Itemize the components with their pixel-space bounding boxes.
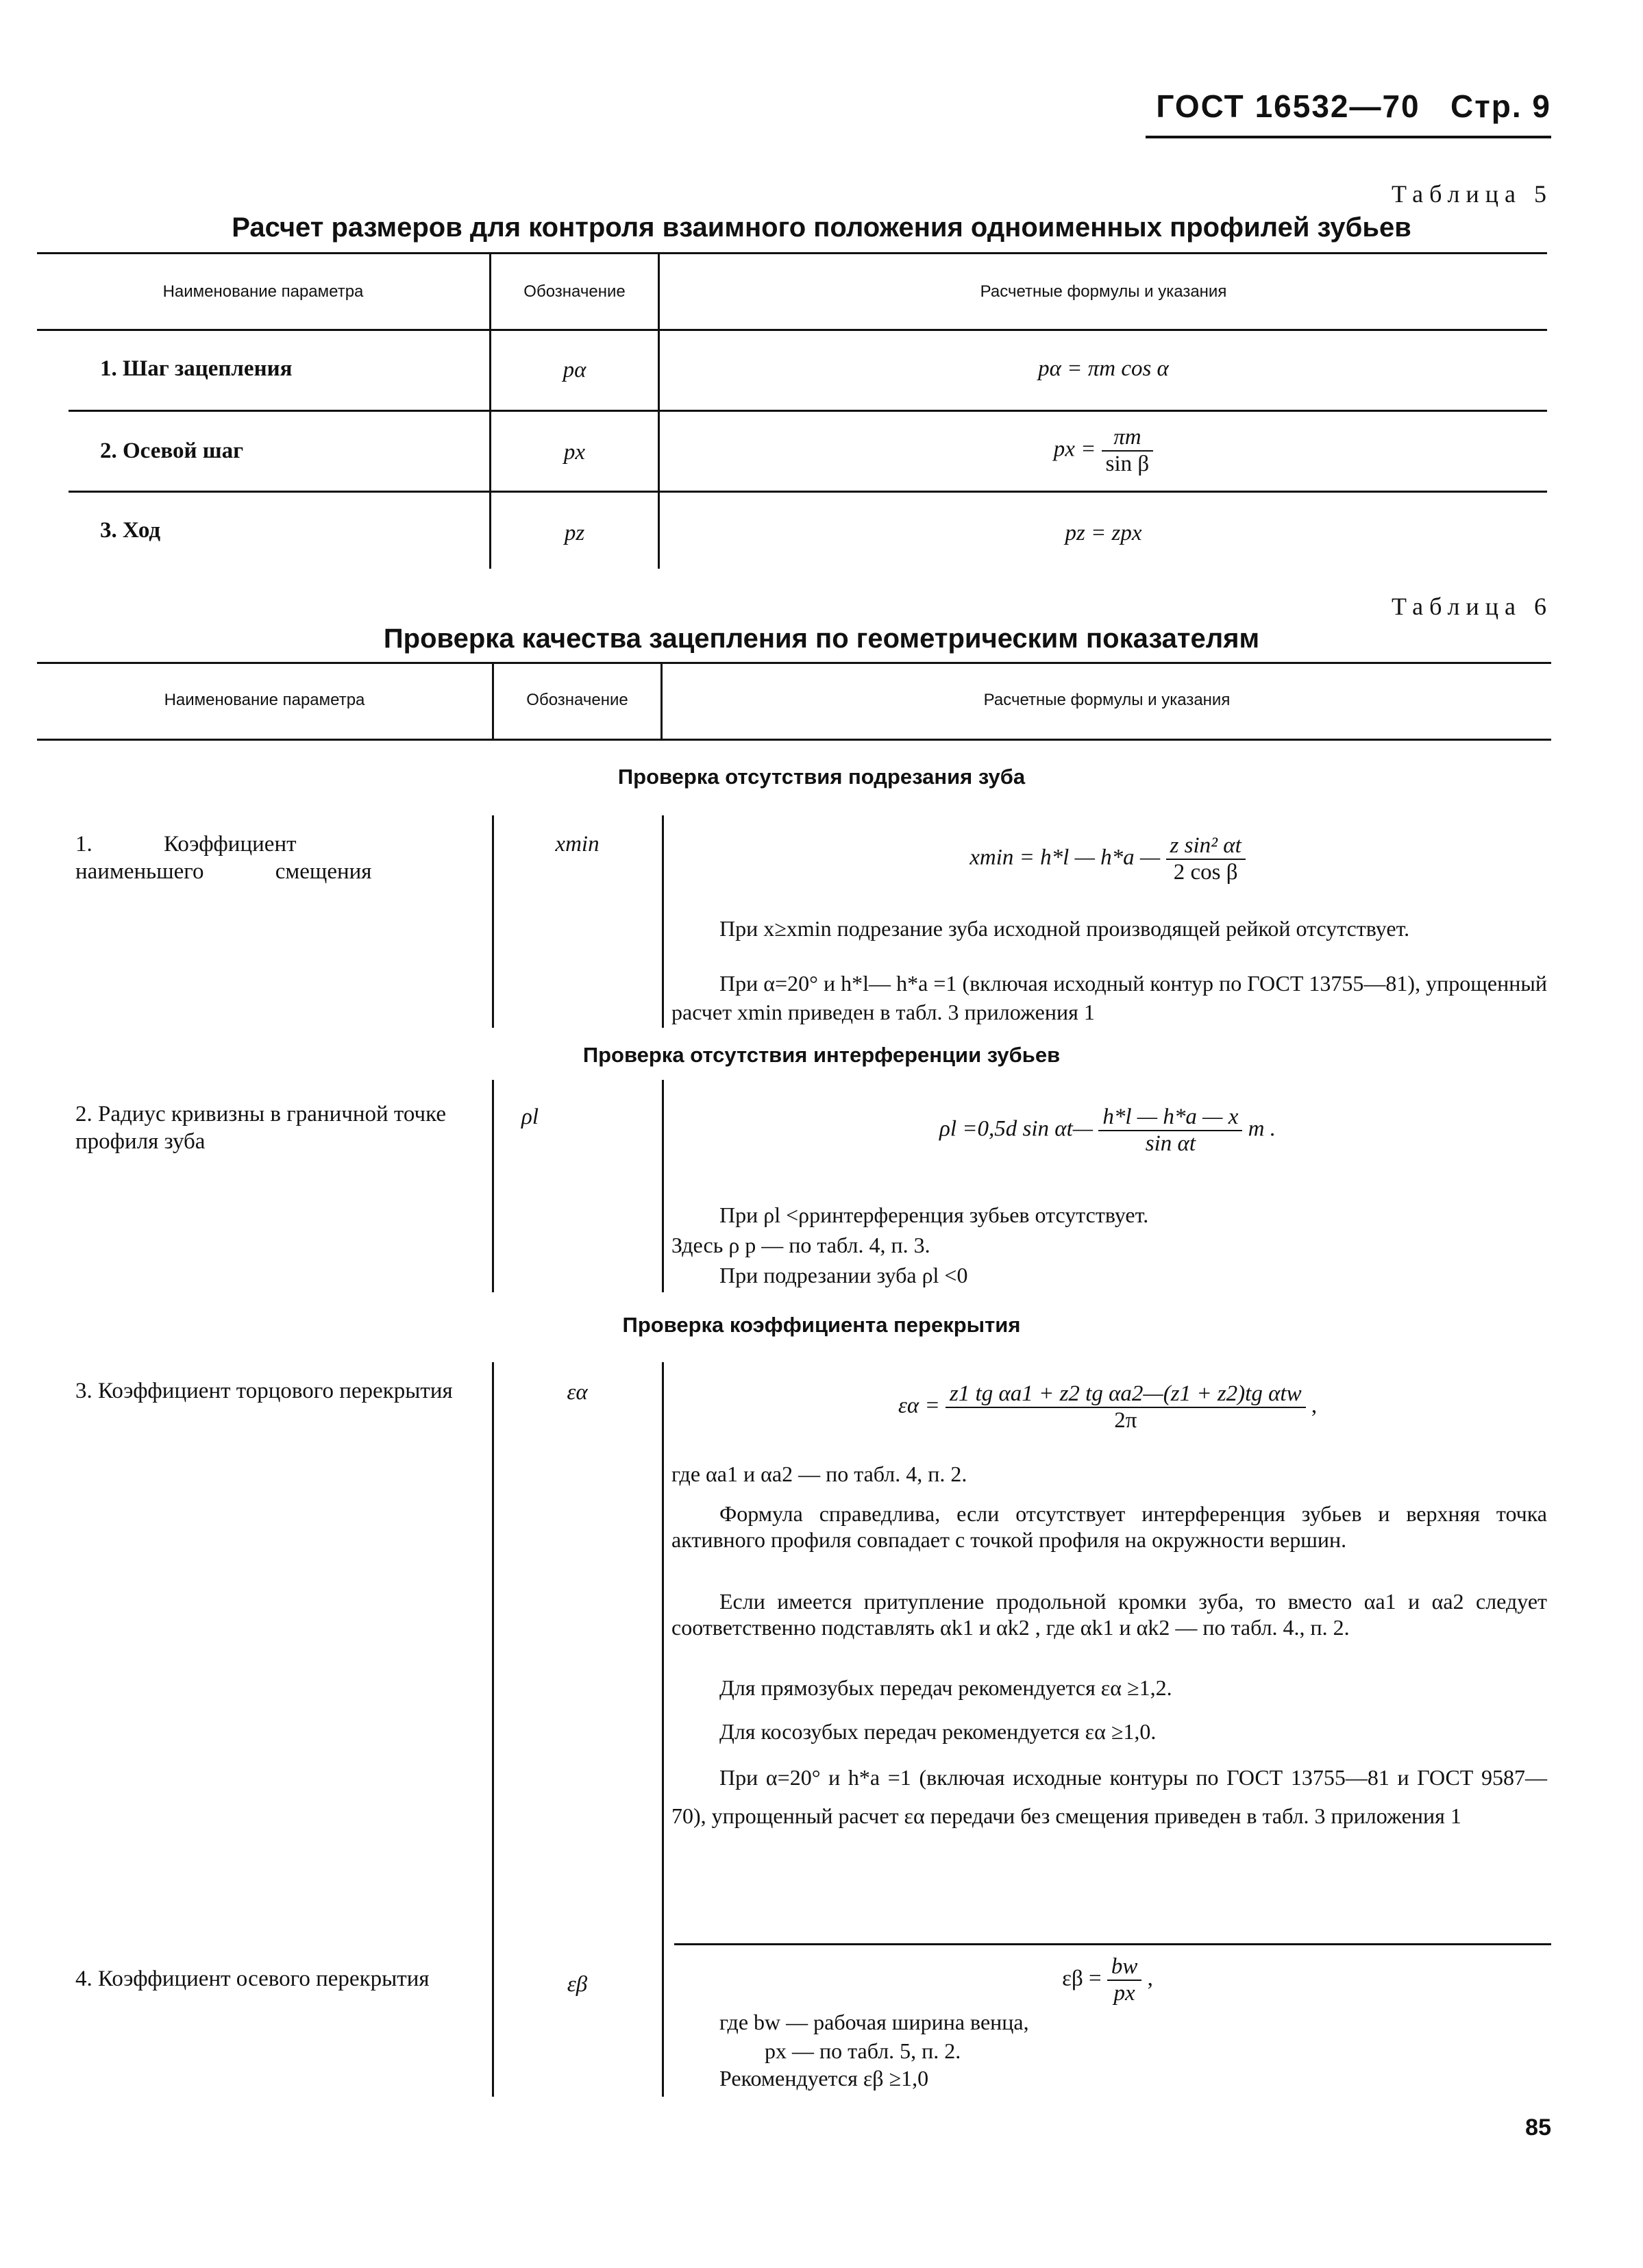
table6-label: Таблица 6 [1392, 593, 1553, 620]
table6-top-rule [37, 662, 1551, 664]
section4-symbol: εβ [567, 1972, 588, 1997]
section4-formula-rhs: , [1147, 1966, 1153, 1991]
table5-row2-formula-lhs: px = [1053, 436, 1096, 462]
section3-symbol: εα [567, 1380, 588, 1405]
section2-formula [664, 1105, 1551, 1157]
section2-heading: Проверка отсутствия интерференции зубьев [582, 1043, 1061, 1067]
table5-label: Таблица 5 [1392, 180, 1553, 208]
page-label: Стр. 9 [1450, 88, 1551, 124]
section1-text-1: При x≥xmin подрезание зуба исходной производящей рейкой отсутствует. [719, 916, 1410, 941]
table5-row3-symbol: pz [564, 521, 585, 545]
section2-denominator: sin αt [1145, 1131, 1196, 1156]
section1-name: 1. Коэффициент наименьшего смещения [75, 832, 372, 884]
table5-row2-formula [660, 425, 1547, 477]
section4-top-rule [674, 1943, 1551, 1945]
section4-text-1: где bw — рабочая ширина венца, [719, 2010, 1029, 2034]
table6-col-formula: Расчетные формулы и указания [983, 691, 1231, 709]
table5-header-rule [37, 329, 1547, 331]
section1-formula-lhs: xmin = h*l — h*a — [969, 845, 1161, 870]
section3-text-3: Если имеется притупление продольной кромки зуба, то вместо αa1 и αa2 следует соответственно подставлять αk1 и αk2 , где αk1 и αk2 — по табл. 4., п. 2. [671, 1589, 1547, 1640]
table5-row2-symbol: px [563, 440, 586, 465]
section4-formula [664, 1954, 1551, 2006]
section2-formula-rhs: m . [1248, 1116, 1276, 1142]
section3-formula-lhs: εα = [898, 1393, 940, 1418]
section3-text-4: Для прямозубых передач рекомендуется εα ≥1,2. [719, 1675, 1172, 1700]
table5-row2-fraction [1102, 425, 1154, 477]
table5-row-rule-1 [69, 410, 1547, 412]
section1-denominator: 2 cos β [1173, 860, 1238, 885]
table6-header-rule [37, 739, 1551, 741]
section3-text-2: Формула справедлива, если отсутствует интерференция зубьев и верхняя точка активного профиля совпадает с точкой профиля на окружности вершин. [671, 1501, 1547, 1552]
section3-divider-1 [492, 1362, 494, 1945]
table5-row1-name: 1. Шаг зацепления [100, 356, 293, 381]
section3-fraction [946, 1381, 1306, 1433]
section1-text-2: При α=20° и h*l— h*a =1 (включая исходный контур по ГОСТ 13755—81), упрощенный расчет xmin приведен в табл. 3 приложения 1 [671, 971, 1547, 1024]
section4-denominator: px [1113, 1981, 1135, 2006]
section2-fraction [1098, 1105, 1242, 1157]
section1-numerator: z sin² αt [1166, 833, 1246, 860]
section3-text-1: где αa1 и αa2 — по табл. 4, п. 2. [671, 1462, 967, 1486]
table5-row2-name: 2. Осевой шаг [100, 439, 244, 463]
table5-row3-name: 3. Ход [100, 518, 161, 543]
document-header [1156, 88, 1551, 125]
section4-fraction [1107, 1954, 1142, 2006]
section4-text-3: Рекомендуется εβ ≥1,0 [719, 2066, 929, 2091]
table5-row1-symbol: pα [563, 358, 586, 382]
section4-name: 4. Коэффициент осевого перекрытия [75, 1967, 430, 1991]
table6-col-symbol: Обозначение [526, 691, 628, 709]
table5-row-rule-2 [69, 491, 1547, 493]
section2-formula-lhs: ρl =0,5d sin αt— [939, 1116, 1094, 1142]
section4-numerator: bw [1107, 1954, 1142, 1981]
table5-col-name: Наименование параметра [162, 282, 364, 301]
section3-formula-rhs: , [1311, 1393, 1318, 1418]
section3-text-6: При α=20° и h*a =1 (включая исходные контуры по ГОСТ 13755—81 и ГОСТ 9587—70), упрощенный расчет εα передачи без смещения приведен в табл. 3 приложения 1 [671, 1765, 1547, 1828]
table5-top-rule [37, 252, 1547, 254]
section1-fraction [1166, 833, 1246, 885]
table5-col-symbol: Обозначение [523, 282, 626, 301]
section1-symbol: xmin [555, 832, 600, 856]
section2-symbol: ρl [521, 1105, 539, 1129]
table5-row2-denominator: sin β [1105, 452, 1150, 476]
table5-title: Расчет размеров для контроля взаимного положения одноименных профилей зубьев [232, 212, 1411, 243]
standard-code: ГОСТ 16532—70 [1156, 88, 1420, 124]
section1-heading: Проверка отсутствия подрезания зуба [617, 765, 1026, 789]
section4-formula-lhs: εβ = [1062, 1966, 1102, 1991]
header-rule [1146, 136, 1551, 138]
table5-row2-numerator: πm [1102, 425, 1154, 452]
section3-divider-2 [662, 1362, 664, 1945]
section2-text-1: При ρl <ρpинтерференция зубьев отсутствует. [719, 1203, 1149, 1227]
section3-numerator: z1 tg αa1 + z2 tg αa2—(z1 + z2)tg αtw [946, 1381, 1306, 1408]
table5-col-formula: Расчетные формулы и указания [980, 282, 1227, 301]
section3-formula [664, 1381, 1551, 1433]
table5-row3-formula: pz = zpx [1065, 521, 1142, 545]
section4-text-2: px — по табл. 5, п. 2. [765, 2038, 961, 2063]
section4-divider-1 [492, 1945, 494, 2097]
section2-text-2: Здесь ρ p — по табл. 4, п. 3. [671, 1233, 930, 1257]
page-number: 85 [1525, 2115, 1551, 2141]
table6-title: Проверка качества зацепления по геометрическим показателям [383, 624, 1260, 654]
section2-numerator: h*l — h*a — x [1098, 1105, 1242, 1131]
section3-name: 3. Коэффициент торцового перекрытия [75, 1379, 453, 1403]
section1-formula [664, 833, 1551, 885]
section3-heading: Проверка коэффициента перекрытия [622, 1313, 1021, 1337]
section3-denominator: 2π [1114, 1408, 1137, 1433]
table6-col-name: Наименование параметра [164, 691, 365, 709]
section3-text-5: Для косозубых передач рекомендуется εα ≥1,0. [719, 1719, 1157, 1744]
section2-text-3: При подрезании зуба ρl <0 [719, 1263, 968, 1287]
table5-row1-formula: pα = πm cos α [1038, 356, 1169, 381]
section2-name: 2. Радиус кривизны в граничной точке профиля зуба [75, 1102, 446, 1154]
